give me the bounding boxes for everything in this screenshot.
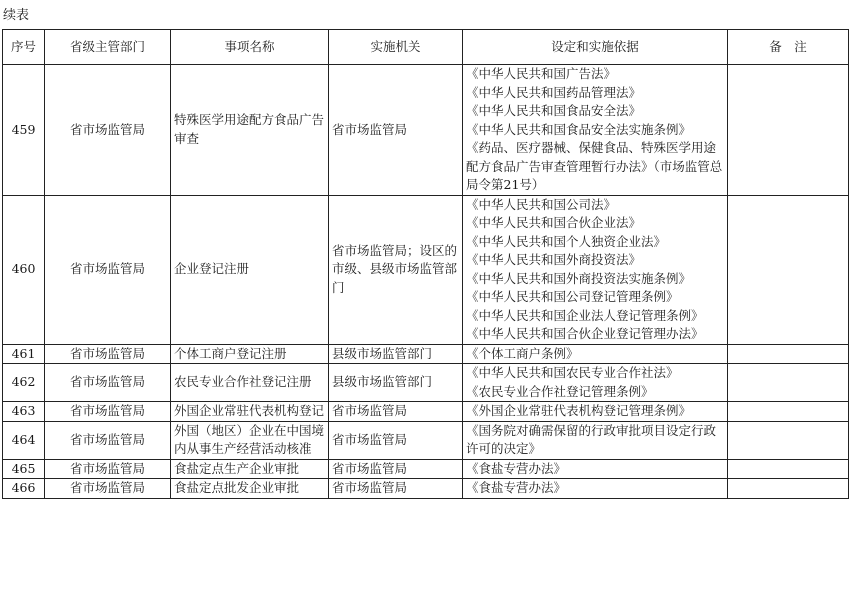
basis-law: 《中华人民共和国合伙企业法》 xyxy=(466,215,642,230)
table-row xyxy=(3,402,849,422)
cell-basis xyxy=(463,344,728,364)
basis-law: 《中华人民共和国外商投资法实施条例》 xyxy=(466,270,692,286)
cell-no: 464 xyxy=(3,421,45,459)
cell-no: 461 xyxy=(3,344,45,364)
cell-basis xyxy=(463,479,728,499)
cell-item: 企业登记注册 xyxy=(171,195,329,344)
cell-no: 463 xyxy=(3,402,45,422)
header-remark: 备 注 xyxy=(728,30,849,65)
basis-law: 《食盐专营办法》 xyxy=(466,460,567,476)
cell-remark xyxy=(728,364,849,402)
cell-dept: 省市场监管局 xyxy=(45,344,171,364)
cell-item: 食盐定点批发企业审批 xyxy=(171,479,329,499)
cell-dept: 省市场监管局 xyxy=(45,65,171,196)
table-row xyxy=(3,459,849,479)
cell-remark xyxy=(728,421,849,459)
cell-no: 465 xyxy=(3,459,45,479)
cell-agency: 省市场监管局；设区的市级、县级市场监管部门 xyxy=(329,195,463,344)
cell-basis xyxy=(463,364,728,402)
cell-dept: 省市场监管局 xyxy=(45,364,171,402)
continued-label: 续表 xyxy=(3,8,30,23)
basis-law: 《食盐专营办法》 xyxy=(466,480,567,495)
cell-agency: 县级市场监管部门 xyxy=(329,344,463,364)
header-dept: 省级主管部门 xyxy=(45,30,171,65)
header-basis: 设定和实施依据 xyxy=(463,30,728,65)
cell-item: 个体工商户登记注册 xyxy=(171,344,329,364)
basis-law: 《中华人民共和国公司登记管理条例》 xyxy=(466,289,679,304)
cell-dept: 省市场监管局 xyxy=(45,195,171,344)
cell-no: 462 xyxy=(3,364,45,402)
table-row xyxy=(3,344,849,364)
table-row xyxy=(3,421,849,459)
cell-agency: 省市场监管局 xyxy=(329,421,463,459)
basis-law: 《中华人民共和国公司法》 xyxy=(466,196,617,212)
cell-item: 外国企业常驻代表机构登记 xyxy=(171,402,329,422)
cell-item: 农民专业合作社登记注册 xyxy=(171,364,329,402)
basis-law: 《中华人民共和国药品管理法》 xyxy=(466,84,642,100)
basis-law: 《农民专业合作社登记管理条例》 xyxy=(466,383,654,399)
basis-law: 《药品、医疗器械、保健食品、特殊医学用途配方食品广告审查管理暂行办法》（市场监管总局令第21号） xyxy=(466,140,723,192)
cell-remark xyxy=(728,402,849,422)
basis-law: 《国务院对确需保留的行政审批项目设定行政许可的决定》 xyxy=(466,422,717,456)
header-agency: 实施机关 xyxy=(329,30,463,65)
cell-dept: 省市场监管局 xyxy=(45,479,171,499)
cell-remark xyxy=(728,195,849,344)
cell-basis xyxy=(463,402,728,422)
table-header-row xyxy=(3,30,849,65)
cell-dept: 省市场监管局 xyxy=(45,459,171,479)
cell-no: 460 xyxy=(3,195,45,344)
cell-dept: 省市场监管局 xyxy=(45,421,171,459)
basis-law: 《中华人民共和国广告法》 xyxy=(466,66,617,81)
cell-agency: 省市场监管局 xyxy=(329,459,463,479)
cell-item: 外国（地区）企业在中国境内从事生产经营活动核准 xyxy=(171,421,329,459)
basis-law: 《外国企业常驻代表机构登记管理条例》 xyxy=(466,403,692,418)
basis-law: 《中华人民共和国食品安全法》 xyxy=(466,103,642,118)
table-row xyxy=(3,364,849,402)
cell-agency: 省市场监管局 xyxy=(329,402,463,422)
basis-law: 《中华人民共和国合伙企业登记管理办法》 xyxy=(466,326,704,341)
basis-law: 《中华人民共和国食品安全法实施条例》 xyxy=(466,121,692,137)
cell-basis xyxy=(463,65,728,196)
header-no: 序号 xyxy=(3,30,45,65)
cell-no: 459 xyxy=(3,65,45,196)
cell-basis xyxy=(463,195,728,344)
cell-remark xyxy=(728,65,849,196)
approval-items-table xyxy=(2,29,849,499)
cell-agency: 县级市场监管部门 xyxy=(329,364,463,402)
cell-basis xyxy=(463,459,728,479)
cell-no: 466 xyxy=(3,479,45,499)
table-body xyxy=(3,65,849,499)
basis-law: 《中华人民共和国个人独资企业法》 xyxy=(466,233,667,249)
basis-law: 《中华人民共和国外商投资法》 xyxy=(466,252,642,267)
cell-remark xyxy=(728,479,849,499)
cell-agency: 省市场监管局 xyxy=(329,65,463,196)
cell-item: 特殊医学用途配方食品广告审查 xyxy=(171,65,329,196)
table-row xyxy=(3,479,849,499)
cell-agency: 省市场监管局 xyxy=(329,479,463,499)
cell-dept: 省市场监管局 xyxy=(45,402,171,422)
table-row xyxy=(3,195,849,344)
cell-remark xyxy=(728,344,849,364)
cell-remark xyxy=(728,459,849,479)
header-item: 事项名称 xyxy=(171,30,329,65)
basis-law: 《个体工商户条例》 xyxy=(466,345,579,361)
cell-item: 食盐定点生产企业审批 xyxy=(171,459,329,479)
cell-basis xyxy=(463,421,728,459)
basis-law: 《中华人民共和国企业法人登记管理条例》 xyxy=(466,307,704,323)
table-row xyxy=(3,65,849,196)
basis-law: 《中华人民共和国农民专业合作社法》 xyxy=(466,365,679,380)
